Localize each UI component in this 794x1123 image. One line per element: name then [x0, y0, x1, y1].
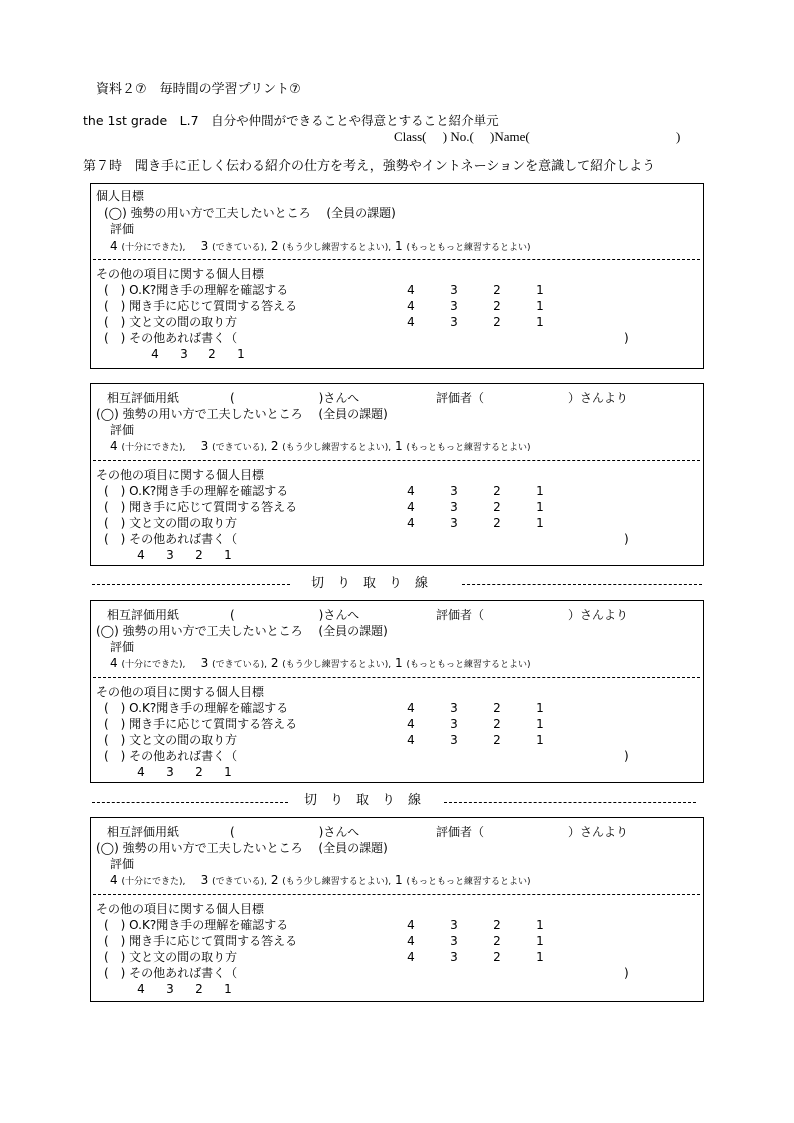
box-divider: [93, 677, 700, 678]
rating-3: 3: [450, 500, 458, 514]
scale-3-desc: (できている),: [212, 877, 267, 887]
evaluation-scale: [110, 238, 531, 256]
rating-3: 3: [450, 733, 458, 747]
other-goals-heading: その他の項目に関する個人目標: [96, 468, 265, 482]
common-goal-line: (◯) 強勢の用い方で工夫したいところ (全員の課題): [104, 206, 396, 220]
common-goal-line: (◯) 強勢の用い方で工夫したいところ (全員の課題): [96, 841, 388, 855]
rating-1: 1: [536, 500, 544, 514]
goal-item-pause: ( ) 文と文の間の取り方: [104, 516, 238, 530]
scale-4-desc: (十分にできた),: [121, 660, 186, 670]
scale-2-desc: (もう少し練習するとよい),: [282, 877, 392, 887]
rating-3: 3: [450, 516, 458, 530]
scale-1: 1: [395, 239, 403, 253]
scale-2: 2: [270, 439, 279, 453]
close-paren: ): [624, 532, 629, 546]
scale-3: 3: [200, 873, 209, 887]
rating-2: 2: [493, 299, 501, 313]
rating-3: 3: [450, 283, 458, 297]
rating-2: 2: [195, 982, 203, 996]
rating-3: 3: [450, 717, 458, 731]
rating-2: 2: [493, 950, 501, 964]
goal-item-other: ( ) その他あれば書く（: [104, 966, 238, 980]
rating-1: 1: [536, 701, 544, 715]
goal-item-pause: ( ) 文と文の間の取り方: [104, 315, 238, 329]
evaluation-label: 評価: [110, 640, 135, 654]
scale-4: 4: [110, 873, 118, 887]
personal-goal-heading: 個人目標: [96, 189, 145, 203]
rating-1: 1: [237, 347, 245, 361]
scale-4-desc: (十分にできた),: [121, 877, 186, 887]
goal-item-question: ( ) 聞き手に応じて質問する答える: [104, 934, 298, 948]
evaluation-label: 評価: [110, 222, 135, 236]
scale-1-desc: (もっともっと練習するとよい): [406, 877, 531, 887]
rating-3: 3: [450, 299, 458, 313]
evaluation-label: 評価: [110, 857, 135, 871]
rating-3: 3: [166, 548, 174, 562]
lesson-goal-line: 第７時 聞き手に正しく伝わる紹介の仕方を考え，強勢やイントネーションを意識して紹介しよう: [83, 159, 656, 174]
rating-3: 3: [450, 950, 458, 964]
scale-1-desc: (もっともっと練習するとよい): [406, 443, 531, 453]
cut-line-right: [462, 584, 702, 585]
rating-2: 2: [195, 548, 203, 562]
rating-2: 2: [493, 516, 501, 530]
goal-item-confirm: ( ) O.K?聞き手の理解を確認する: [104, 918, 289, 932]
goal-item-other: ( ) その他あれば書く（: [104, 532, 238, 546]
rating-3: 3: [180, 347, 188, 361]
rating-4: 4: [407, 299, 415, 313]
peer-evaluator: 評価者（ ）さんより: [436, 608, 629, 622]
rating-4: 4: [137, 765, 145, 779]
goal-item-question: ( ) 聞き手に応じて質問する答える: [104, 717, 298, 731]
cut-line-left: [92, 584, 290, 585]
rating-4: 4: [407, 934, 415, 948]
rating-3: 3: [450, 934, 458, 948]
other-goals-heading: その他の項目に関する個人目標: [96, 267, 265, 281]
rating-4: 4: [407, 733, 415, 747]
rating-4: 4: [407, 516, 415, 530]
scale-1: 1: [395, 656, 403, 670]
common-goal-line: (◯) 強勢の用い方で工夫したいところ (全員の課題): [96, 407, 388, 421]
rating-1: 1: [536, 918, 544, 932]
scale-4: 4: [110, 439, 118, 453]
rating-1: 1: [224, 982, 232, 996]
peer-sheet-heading: 相互評価用紙: [107, 391, 180, 405]
box-divider: [93, 259, 700, 260]
rating-4: 4: [137, 982, 145, 996]
box-divider: [93, 894, 700, 895]
scale-3-desc: (できている),: [212, 443, 267, 453]
box-divider: [93, 460, 700, 461]
rating-1: 1: [536, 283, 544, 297]
scale-2-desc: (もう少し練習するとよい),: [282, 243, 392, 253]
peer-sheet-heading: 相互評価用紙: [107, 825, 180, 839]
rating-3: 3: [450, 918, 458, 932]
scale-3-desc: (できている),: [212, 243, 267, 253]
rating-4: 4: [151, 347, 159, 361]
close-paren: ): [624, 749, 629, 763]
other-goals-heading: その他の項目に関する個人目標: [96, 902, 265, 916]
goal-item-pause: ( ) 文と文の間の取り方: [104, 950, 238, 964]
evaluation-scale: [110, 438, 531, 456]
rating-3: 3: [450, 484, 458, 498]
rating-2: 2: [493, 283, 501, 297]
rating-1: 1: [536, 733, 544, 747]
rating-4: 4: [407, 717, 415, 731]
rating-1: 1: [536, 717, 544, 731]
rating-2: 2: [493, 500, 501, 514]
goal-item-other: ( ) その他あれば書く（: [104, 331, 238, 345]
rating-3: 3: [450, 315, 458, 329]
scale-2: 2: [270, 873, 279, 887]
rating-2: 2: [493, 484, 501, 498]
scale-3: 3: [200, 656, 209, 670]
rating-1: 1: [536, 516, 544, 530]
goal-item-pause: ( ) 文と文の間の取り方: [104, 733, 238, 747]
rating-2: 2: [493, 717, 501, 731]
cut-line-label: 切 り 取 り 線: [311, 576, 429, 591]
rating-1: 1: [536, 299, 544, 313]
rating-4: 4: [137, 548, 145, 562]
peer-recipient: ( )さんへ: [230, 825, 360, 839]
scale-2: 2: [270, 656, 279, 670]
rating-2: 2: [493, 315, 501, 329]
goal-item-confirm: ( ) O.K?聞き手の理解を確認する: [104, 484, 289, 498]
close-paren: ): [624, 966, 629, 980]
goal-item-question: ( ) 聞き手に応じて質問する答える: [104, 500, 298, 514]
rating-4: 4: [407, 950, 415, 964]
rating-4: 4: [407, 484, 415, 498]
rating-1: 1: [536, 315, 544, 329]
rating-4: 4: [407, 500, 415, 514]
rating-4: 4: [407, 701, 415, 715]
rating-4: 4: [407, 283, 415, 297]
peer-recipient: ( )さんへ: [230, 391, 360, 405]
close-paren: ): [624, 331, 629, 345]
common-goal-line: (◯) 強勢の用い方で工夫したいところ (全員の課題): [96, 624, 388, 638]
scale-4-desc: (十分にできた),: [121, 243, 186, 253]
scale-3: 3: [200, 439, 209, 453]
goal-item-confirm: ( ) O.K?聞き手の理解を確認する: [104, 283, 289, 297]
document-title: 資料２⑦ 毎時間の学習プリント⑦: [96, 82, 301, 97]
rating-2: 2: [208, 347, 216, 361]
scale-2: 2: [270, 239, 279, 253]
class-number-name-line: Class( ) No.( )Name( ): [394, 129, 681, 144]
peer-evaluator: 評価者（ ）さんより: [436, 391, 629, 405]
cut-line-right: [444, 802, 696, 803]
rating-2: 2: [493, 701, 501, 715]
scale-1-desc: (もっともっと練習するとよい): [406, 243, 531, 253]
rating-3: 3: [450, 701, 458, 715]
scale-2-desc: (もう少し練習するとよい),: [282, 660, 392, 670]
rating-4: 4: [407, 918, 415, 932]
goal-item-other: ( ) その他あれば書く（: [104, 749, 238, 763]
scale-3: 3: [200, 239, 209, 253]
cut-line-left: [92, 802, 288, 803]
rating-3: 3: [166, 982, 174, 996]
rating-2: 2: [493, 733, 501, 747]
rating-4: 4: [407, 315, 415, 329]
cut-line-label: 切 り 取 り 線: [304, 793, 422, 808]
goal-item-confirm: ( ) O.K?聞き手の理解を確認する: [104, 701, 289, 715]
rating-3: 3: [166, 765, 174, 779]
rating-1: 1: [536, 934, 544, 948]
unit-line: the 1st grade L.7 自分や仲間ができることや得意とすること紹介単元: [83, 113, 499, 128]
scale-4: 4: [110, 239, 118, 253]
peer-sheet-heading: 相互評価用紙: [107, 608, 180, 622]
peer-evaluator: 評価者（ ）さんより: [436, 825, 629, 839]
evaluation-scale: [110, 872, 531, 890]
scale-3-desc: (できている),: [212, 660, 267, 670]
rating-2: 2: [493, 918, 501, 932]
evaluation-scale: [110, 655, 531, 673]
other-goals-heading: その他の項目に関する個人目標: [96, 685, 265, 699]
scale-2-desc: (もう少し練習するとよい),: [282, 443, 392, 453]
evaluation-label: 評価: [110, 423, 135, 437]
rating-1: 1: [224, 548, 232, 562]
rating-1: 1: [224, 765, 232, 779]
rating-2: 2: [195, 765, 203, 779]
scale-1: 1: [395, 439, 403, 453]
scale-4-desc: (十分にできた),: [121, 443, 186, 453]
scale-1-desc: (もっともっと練習するとよい): [406, 660, 531, 670]
goal-item-question: ( ) 聞き手に応じて質問する答える: [104, 299, 298, 313]
peer-recipient: ( )さんへ: [230, 608, 360, 622]
rating-1: 1: [536, 950, 544, 964]
rating-1: 1: [536, 484, 544, 498]
rating-2: 2: [493, 934, 501, 948]
scale-4: 4: [110, 656, 118, 670]
scale-1: 1: [395, 873, 403, 887]
